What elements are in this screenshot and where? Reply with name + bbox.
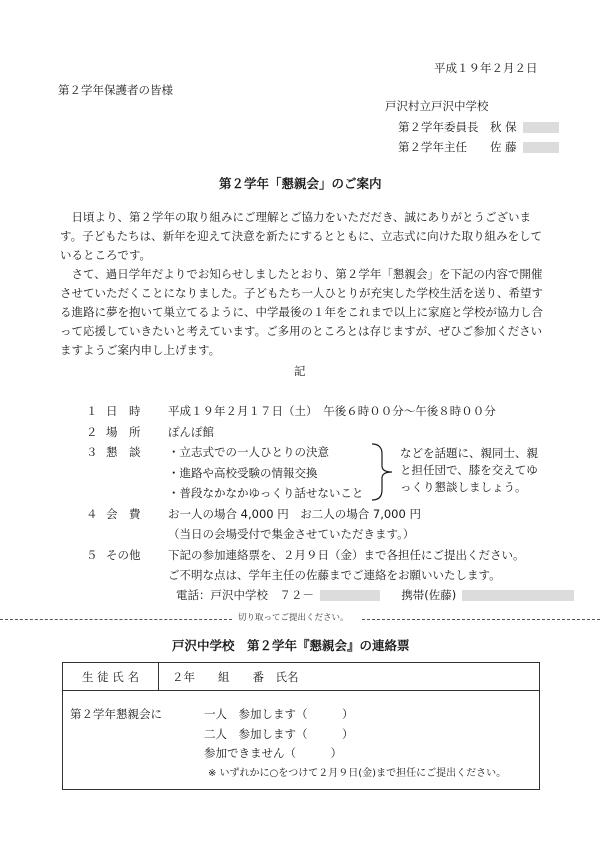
student-name-field[interactable]: ２年 組 番 氏名: [172, 670, 299, 684]
school-name: 戸沢村立戸沢中学校: [385, 99, 489, 113]
option-attend-one[interactable]: 一人 参加します（ ）: [204, 707, 354, 721]
item-2-number: ２: [86, 425, 98, 439]
form-prompt: 第２学年懇親会に: [70, 707, 162, 721]
mobile-label: 携帯(佐藤): [401, 588, 457, 602]
document-title: 第２学年「懇親会」のご案内: [219, 176, 382, 191]
item-4-label: 会 費: [106, 507, 141, 521]
item-4-sub: （当日の会場受付で集金させていただきます。）: [168, 527, 415, 541]
redacted-name: [523, 142, 559, 153]
addressee: 第２学年保護者の皆様: [58, 83, 173, 97]
phone-line: [176, 590, 574, 602]
item-2-label: 場 所: [106, 425, 141, 439]
sender-committee-chair-text: 第２学年委員長 秋 保: [398, 120, 517, 134]
item-3-topic: ・立志式での一人ひとりの決意: [168, 445, 329, 459]
body-paragraph-2: さて、過日学年だよりでお知らせしましたとおり、第２学年「懇親会」を下記の内容で開催させていただくことになりました。子どもたち一人ひとりが充実した学校生活を送り、希望する進路に夢を抱いて巣立てるように、中学最後の１年をこれまで以上に家庭と学校が協力し合って応援していきたいと考えています。ご多用のところとは存じますが、ぜひご参加くださいますようご案内申し上げます。: [60, 267, 543, 357]
form-title: 戸沢中学校 第２学年『懇親会』の連絡票: [172, 638, 410, 653]
item-3-topic: ・普段なかなかゆっくり話せないこと: [168, 486, 364, 500]
cut-line-left: [0, 619, 232, 620]
document-date: 平成１９年２月２日: [434, 61, 538, 75]
item-1-number: １: [86, 404, 98, 418]
cut-line-text: 切り取ってご提出ください。: [238, 613, 349, 623]
form-column-divider: [158, 662, 159, 690]
sender-committee-chair: [398, 122, 559, 134]
item-1-value: 平成１９年２月１７日（土） 午後６時００分～午後８時００分: [168, 404, 496, 418]
item-5-number: ５: [86, 548, 98, 562]
item-3-number: ３: [86, 445, 98, 459]
item-5-value: 下記の参加連絡票を、２月９日（金）まで各担任にご提出ください。: [168, 548, 525, 562]
redacted-name: [523, 122, 559, 133]
redacted-mobile: [462, 590, 574, 601]
item-3-note: っくり懇談しましょう。: [400, 480, 527, 494]
redacted-phone: [320, 590, 380, 601]
option-not-attend[interactable]: 参加できません（ ）: [204, 746, 342, 760]
student-name-label: 生 徒 氏 名: [82, 670, 139, 684]
item-1-label: 日 時: [106, 404, 141, 418]
item-3-note: などを話題に、親同士、親: [400, 446, 538, 460]
item-2-value: ぽんぽ館: [168, 425, 214, 439]
item-5-sub: ご不明な点は、学年主任の佐藤までご連絡をお願いいたします。: [168, 568, 501, 582]
form-footnote: ※ いずれかに○をつけて２月９日(金)まで担任にご提出ください。: [208, 768, 507, 779]
item-3-note: と担任団で、膝を交えてゆ: [400, 463, 538, 477]
phone-label: 電話：戸沢中学校 ７２－: [176, 588, 314, 602]
cut-line-right: [362, 619, 600, 620]
form-row-divider: [62, 690, 540, 691]
sender-grade-head-text: 第２学年主任 佐 藤: [398, 140, 517, 154]
ki-marker: 記: [294, 364, 306, 378]
option-attend-two[interactable]: 二人 参加します（ ）: [204, 727, 354, 741]
item-4-value: お一人の場合 4,000 円 お二人の場合 7,000 円: [168, 507, 421, 521]
item-4-number: ４: [86, 507, 98, 521]
item-3-label: 懇 談: [106, 445, 141, 459]
sender-grade-head: [398, 142, 559, 154]
body-paragraph-1: 日頃より、第２学年の取り組みにご理解とご協力をいただだき、誠にありがとうございます。子どもたちは、新年を迎えて決意を新たにするとともに、立志式に向けた取り組みをしているところです。: [60, 210, 543, 262]
item-3-topic: ・進路や高校受験の情報交換: [168, 466, 318, 480]
right-brace-icon: [370, 442, 396, 502]
item-5-label: その他: [106, 548, 141, 562]
